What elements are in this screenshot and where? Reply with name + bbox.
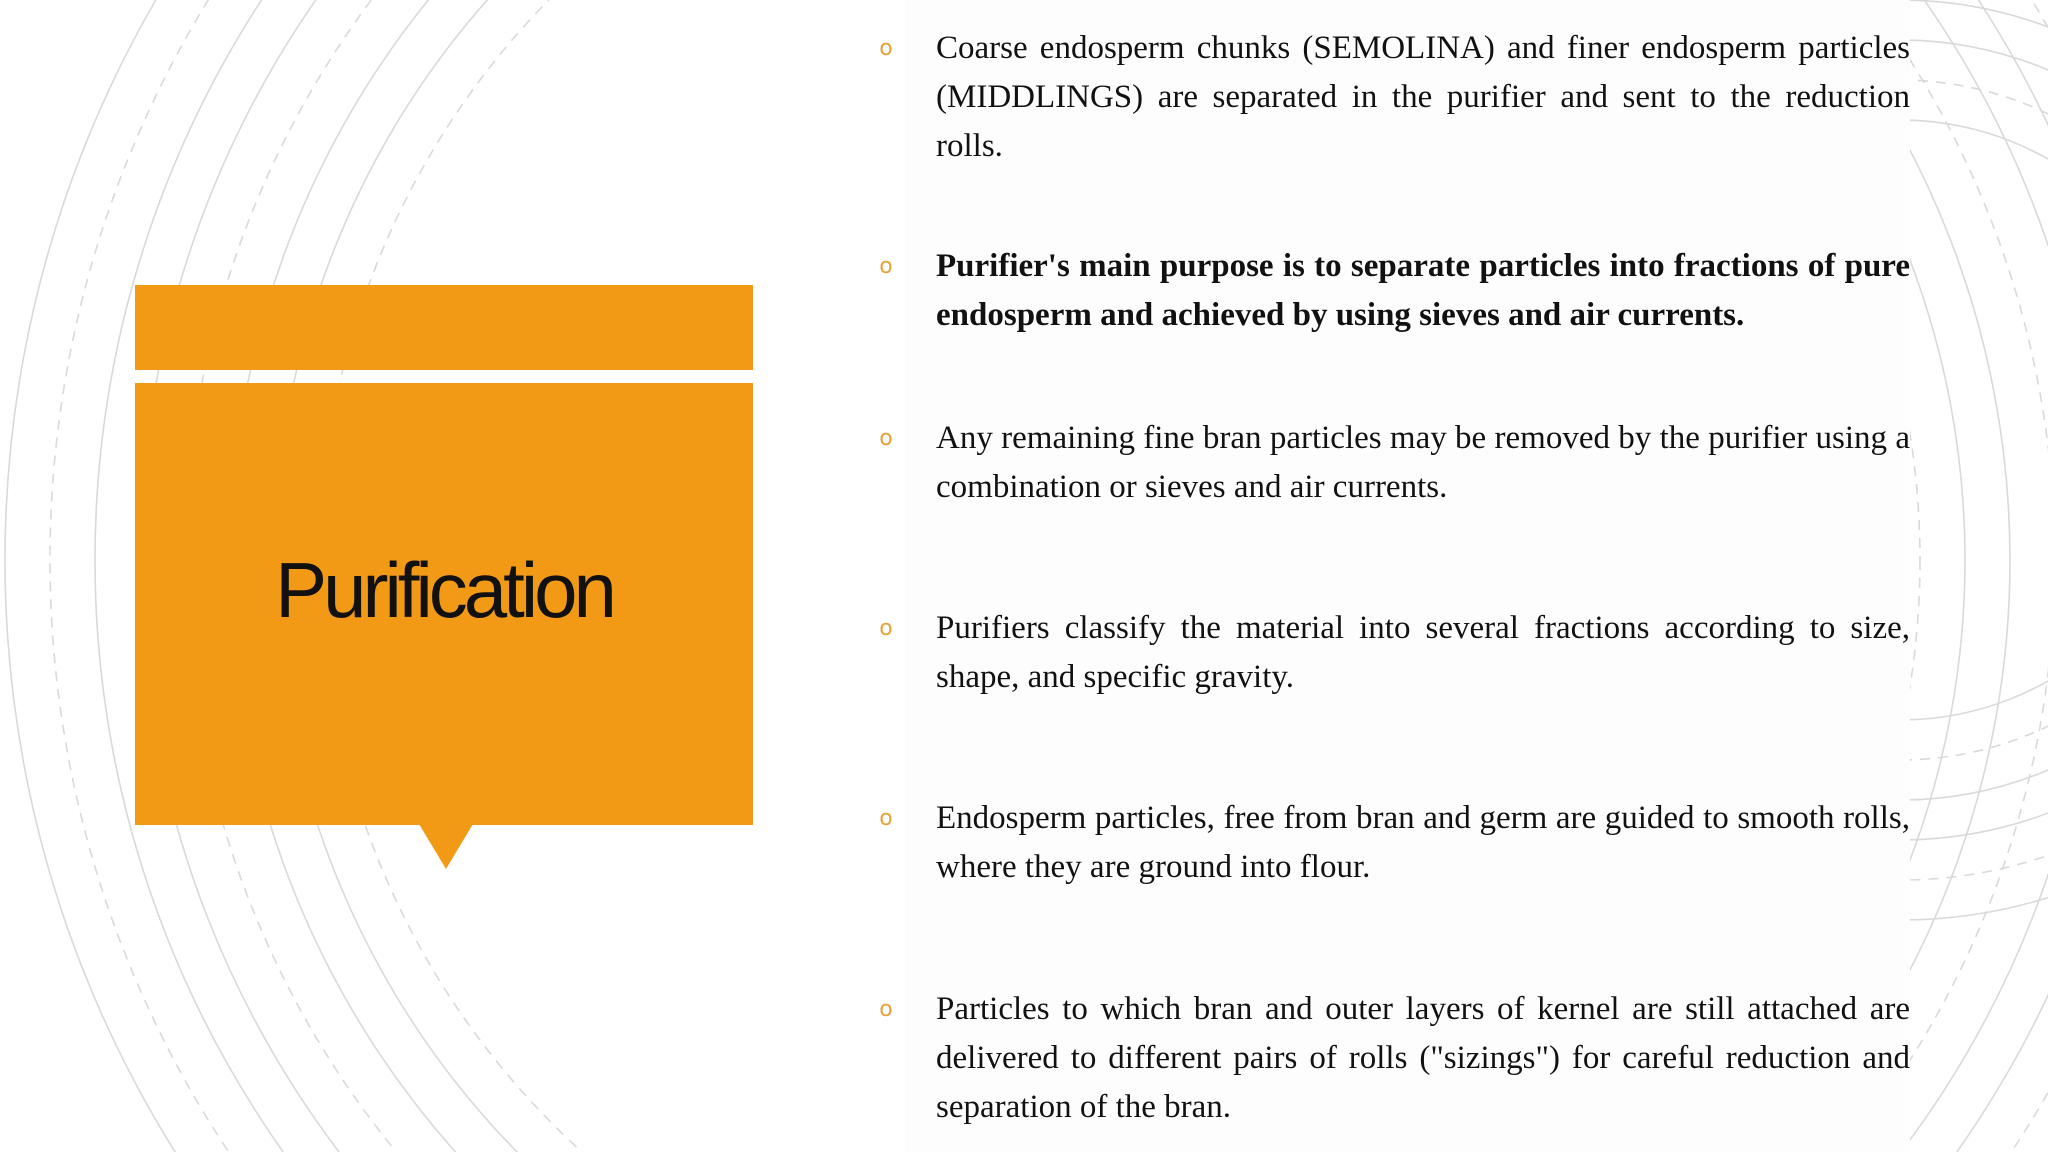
title-callout-pointer	[419, 824, 473, 869]
bullet-item-5	[870, 794, 1910, 892]
bullet-item-2	[870, 242, 1910, 340]
circle-bullet-icon: o	[879, 806, 893, 831]
circle-bullet-icon: o	[879, 426, 893, 451]
bullet-text-3: Any remaining fine bran particles may be removed by the purifier using a combination or sieves and air currents.	[936, 420, 1910, 505]
bullet-item-1	[870, 24, 1910, 171]
bullet-text-2: Purifier's main purpose is to separate particles into fractions of pure endosperm and achieved by using sieves and air currents.	[936, 248, 1910, 333]
bullet-item-3	[870, 414, 1910, 512]
slide-title: Purification	[275, 545, 613, 634]
bullet-item-4	[870, 604, 1910, 702]
bullet-text-5: Endosperm particles, free from bran and germ are guided to smooth rolls, where they are ground into flour.	[936, 800, 1910, 885]
bullet-list	[870, 0, 1910, 1152]
title-accent-bar	[135, 285, 753, 370]
circle-bullet-icon: o	[879, 36, 893, 61]
circle-bullet-icon: o	[879, 997, 893, 1022]
bullet-text-6: Particles to which bran and outer layers of kernel are still attached are delivered to different pairs of rolls ("sizings") for careful reduction and separation of the bran.	[936, 991, 1910, 1125]
circle-bullet-icon: o	[879, 254, 893, 279]
bullet-item-6	[870, 985, 1910, 1132]
bullet-text-1: Coarse endosperm chunks (SEMOLINA) and finer endosperm particles (MIDDLINGS) are separated in the purifier and sent to the reduction rolls.	[936, 30, 1910, 164]
title-box	[135, 383, 753, 825]
circle-bullet-icon: o	[879, 616, 893, 641]
bullet-text-4: Purifiers classify the material into several fractions according to size, shape, and specific gravity.	[936, 610, 1910, 695]
